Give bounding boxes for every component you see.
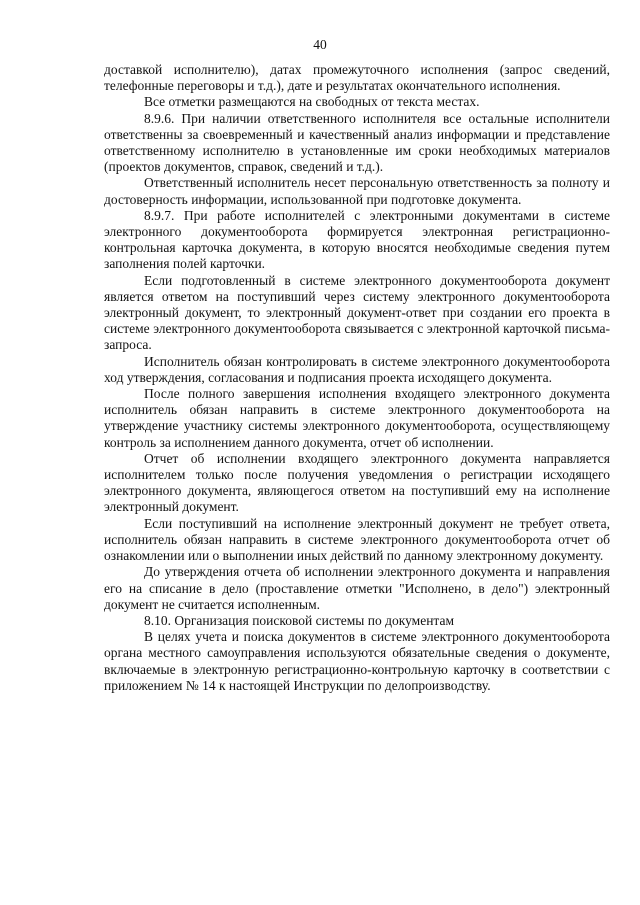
paragraph: Исполнитель обязан контролировать в системе электронного документооборота ход утверждения, согласования и подписания проекта исходящего документа. (104, 353, 610, 385)
paragraph-8-9-7: 8.9.7. При работе исполнителей с электронными документами в системе электронного документооборота формируется электронная регистрационно-контрольная карточка документа, в которую вносятся необходимые сведения путем заполнения полей карточки. (104, 207, 610, 272)
document-body (104, 62, 610, 694)
paragraph-8-9-6: 8.9.6. При наличии ответственного исполнителя все остальные исполнители ответственны за своевременный и качественный анализ информации и представление ответственному исполнителю в установленные им сроки необходимых материалов (проектов документов, справок, сведений и т.д.). (104, 110, 610, 175)
paragraph-continuation: доставкой исполнителю), датах промежуточного исполнения (запрос сведений, телефонные переговоры и т.д.), дате и результатах окончательного исполнения. (104, 62, 610, 94)
paragraph: В целях учета и поиска документов в системе электронного документооборота органа местного самоуправления используются обязательные сведения о документе, включаемые в электронную регистрационно-контрольную карточку в соответствии с приложением № 14 к настоящей Инструкции по делопроизводству. (104, 629, 610, 693)
paragraph: Все отметки размещаются на свободных от текста местах. (144, 94, 480, 110)
section-heading-8-10: 8.10. Организация поисковой системы по документам (144, 612, 455, 628)
page-number: 40 (313, 37, 327, 52)
paragraph: Если поступивший на исполнение электронный документ не требует ответа, исполнитель обязан направить в системе электронного документооборота отчет об ознакомлении или о выполнении иных действий по данному электронному документу. (104, 515, 610, 564)
paragraph: После полного завершения исполнения входящего электронного документа исполнитель обязан направить в системе электронного документооборота на утверждение участнику системы электронного документооборота, осуществляющему контроль за исполнением данного документа, отчет об исполнении. (104, 386, 610, 450)
paragraph: Если подготовленный в системе электронного документооборота документ является ответом на поступивший через систему электронного документооборота электронный документ, то электронный документ-ответ при создании его проекта в системе электронного документооборота связывается с электронной карточкой письма-запроса. (104, 272, 610, 353)
paragraph: Отчет об исполнении входящего электронного документа направляется исполнителем только после получения уведомления о регистрации исходящего электронного документа, являющегося ответом на поступивший ему на исполнение электронный документ. (104, 450, 610, 515)
paragraph: Ответственный исполнитель несет персональную ответственность за полноту и достоверность информации, использованной при подготовке документа. (104, 175, 610, 207)
paragraph: До утверждения отчета об исполнении электронного документа и направления его на списание в дело (проставление отметки "Исполнено, в дело") электронный документ не считается исполненным. (104, 564, 610, 612)
